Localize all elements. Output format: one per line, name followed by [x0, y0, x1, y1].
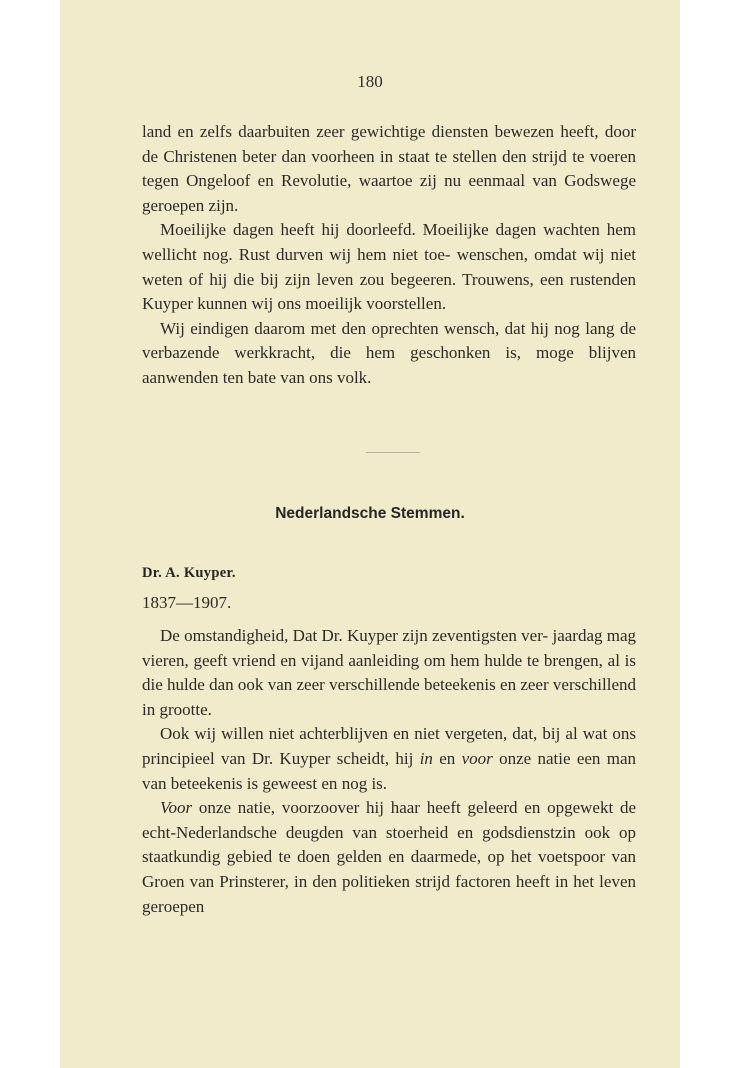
book-page [60, 0, 680, 1068]
text-line: waartoe zij nu eenmaal van Godswege geroepen zijn. [142, 171, 637, 215]
text-line: De omstandigheid, Dat Dr. Kuyper zijn zeventigsten ver- [160, 626, 549, 645]
separator-rule [366, 452, 420, 453]
text-line: zou begeeren. Trouwens, een rustenden Kuyper kunnen [142, 269, 637, 314]
paragraph-3 [142, 317, 636, 391]
page-number: 180 [357, 72, 383, 91]
text-line: opgewekt de echt-Nederlandsche deugden van stoerheid en [142, 798, 637, 842]
paragraph-4 [142, 624, 636, 722]
text-line: onze natie, voorzoover hij haar heeft geleerd en [192, 798, 541, 818]
section-heading: Nederlandsche Stemmen. [275, 505, 465, 522]
text-line: wij ons moeilijk voorstellen. [251, 294, 447, 314]
text-line: onze natie een man van beteekenis is geweest en [142, 748, 636, 793]
text-line: en [439, 748, 462, 768]
paragraph-1 [142, 120, 636, 218]
italic-word: voor [461, 748, 493, 768]
paragraph-5 [142, 722, 636, 796]
text-line: land en zelfs daarbuiten zeer gewichtige diensten bewezen [142, 122, 555, 141]
text-line: in den politieken strijd factoren heeft in het leven geroepen [142, 871, 636, 916]
text-line: nog is. [341, 773, 388, 793]
italic-word: in [419, 748, 433, 768]
text-line: heeft, door de Christenen beter dan voorheen in staat te [142, 122, 637, 166]
text-line: en daarmede, op het voetspoor van Groen van Prinsterer, [142, 847, 637, 891]
text-line: hem hulde te brengen, al is die hulde dan ook van zeer [142, 650, 637, 695]
text-line: wachten hem wellicht nog. Rust durven wij hem niet toe- [142, 220, 637, 264]
text-line: Wij eindigen daarom met den oprechten wensch, dat hij [160, 318, 549, 338]
bottom-text-block [142, 624, 636, 919]
text-line: verschillende beteekenis en zeer verschillend in grootte. [142, 675, 636, 719]
text-line: bij al wat ons principieel van Dr. Kuyper scheidt, hij [142, 724, 636, 768]
paragraph-6 [142, 796, 636, 919]
text-line: wenschen, omdat wij niet weten of hij die bij zijn leven [142, 244, 636, 289]
text-line: Ook wij willen niet achterblijven en niet vergeten, dat, [160, 724, 538, 744]
text-line: stellen den strijd te voeren tegen Ongeloof en Revolutie, [142, 146, 637, 191]
top-text-block [142, 120, 636, 391]
text-line: jaardag mag vieren, geeft vriend en vijand aanleiding om [142, 626, 637, 670]
text-line: nog lang de verbazende werkkracht, die hem geschonken [142, 318, 636, 363]
text-line: is, moge blijven aanwenden ten bate van ons volk. [142, 343, 637, 387]
italic-word: Voor [160, 798, 193, 818]
author-years: 1837—1907. [142, 593, 232, 612]
author-name: Dr. A. Kuyper. [142, 565, 236, 581]
text-line: Moeilijke dagen heeft hij doorleefd. Moeilijke dagen [160, 220, 537, 240]
paragraph-2 [142, 218, 636, 316]
text-line: godsdienstzin ook op staatkundig gebied te doen gelden [142, 822, 636, 867]
